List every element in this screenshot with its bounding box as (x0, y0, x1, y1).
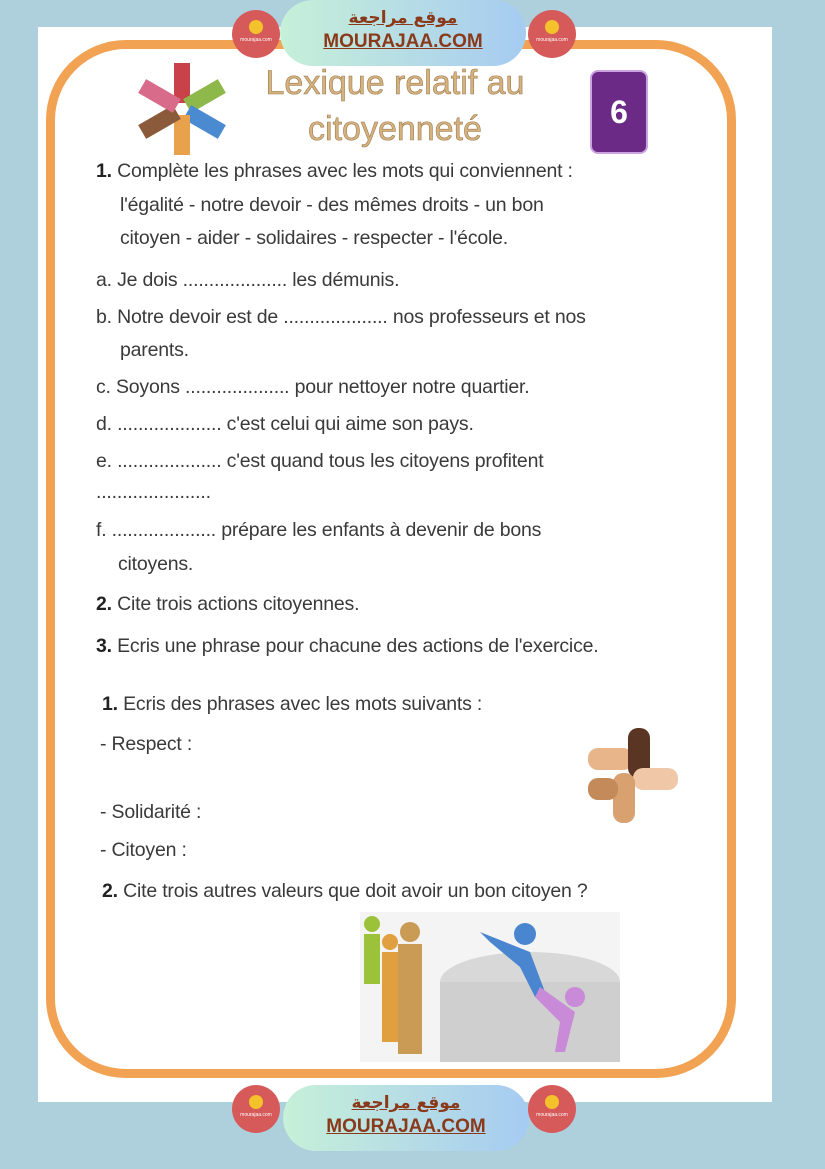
part2-question2: 2. Cite trois autres valeurs que doit avoir un bon citoyen ? (102, 880, 588, 902)
sentence: f. .................... prépare les enfants à devenir de bons (96, 519, 542, 541)
banner-arabic: موقع مراجعة (348, 8, 458, 28)
sentence: citoyens. (118, 553, 194, 575)
top-banner[interactable] (280, 0, 526, 66)
site-logo: mourajaa.com (528, 1085, 576, 1133)
banner-arabic: موقع مراجعة (351, 1093, 461, 1113)
banner-site[interactable]: MOURAJAA.COM (326, 1116, 486, 1137)
sentence: ...................... (96, 481, 211, 503)
word-solidarite: - Solidarité : (100, 801, 202, 823)
part2-question1: 1. Ecris des phrases avec les mots suivants : (102, 693, 483, 715)
sentence: parents. (120, 339, 189, 361)
banner-site[interactable]: MOURAJAA.COM (323, 31, 483, 52)
site-logo: mourajaa.com (232, 1085, 280, 1133)
hands-together-image (578, 718, 688, 833)
helping-people-image (360, 912, 620, 1062)
word-citoyen: - Citoyen : (100, 839, 187, 861)
sentence: e. .................... c'est quand tous les citoyens profitent (96, 450, 544, 472)
word-respect: - Respect : (100, 733, 193, 755)
word-list: l'égalité - notre devoir - des mêmes droits - un bon (120, 194, 544, 216)
exercise3: 3. Ecris une phrase pour chacune des actions de l'exercice. (96, 635, 599, 657)
sentence: a. Je dois .................... les démunis. (96, 269, 400, 291)
lesson-number-badge: 6 (590, 70, 648, 154)
site-logo: mourajaa.com (528, 10, 576, 58)
exercise1-instruction: 1. Complète les phrases avec les mots qui conviennent : (96, 160, 573, 182)
title-line1: Lexique relatif au (265, 64, 525, 102)
sentence: d. .................... c'est celui qui aime son pays. (96, 413, 474, 435)
title-line2: citoyenneté (308, 110, 482, 148)
exercise2: 2. Cite trois actions citoyennes. (96, 593, 360, 615)
site-logo: mourajaa.com (232, 10, 280, 58)
word-list: citoyen - aider - solidaires - respecter - l'école. (120, 227, 509, 249)
bottom-banner[interactable] (283, 1085, 529, 1151)
sentence: b. Notre devoir est de .................... nos professeurs et nos (96, 306, 586, 328)
sentence: c. Soyons .................... pour nettoyer notre quartier. (96, 376, 530, 398)
